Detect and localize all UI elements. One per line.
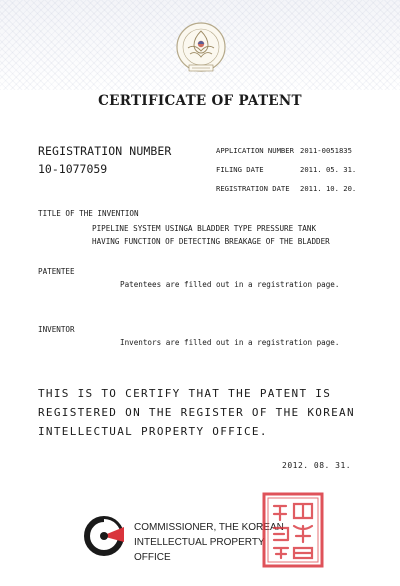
government-emblem-icon [172, 18, 230, 78]
certification-statement [38, 384, 378, 441]
patentee-value: Patentees are filled out in a registration page. [120, 280, 340, 289]
registration-number-value: 10-1077059 [38, 162, 108, 176]
document-title: CERTIFICATE OF PATENT [98, 93, 302, 109]
application-number-label: APPLICATION NUMBER [216, 146, 294, 155]
inventor-label: INVENTOR [38, 325, 75, 334]
commissioner-line-1: COMMISSIONER, THE KOREAN [134, 522, 284, 533]
registration-date-value: 2011. 10. 20. [300, 184, 357, 193]
filing-date-value: 2011. 05. 31. [300, 165, 357, 174]
certification-line-3: INTELLECTUAL PROPERTY OFFICE. [38, 425, 268, 438]
issue-date: 2012. 08. 31. [282, 461, 352, 470]
invention-title-value [92, 222, 330, 248]
application-number-row [216, 141, 386, 160]
kipo-logo-icon [84, 516, 124, 556]
application-number-value: 2011-0051835 [300, 146, 352, 155]
registration-metadata [216, 141, 386, 198]
invention-title-line-2: HAVING FUNCTION OF DETECTING BREAKAGE OF THE BLADDER [92, 237, 330, 246]
invention-title-label: TITLE OF THE INVENTION [38, 209, 139, 218]
certification-line-2: REGISTERED ON THE REGISTER OF THE KOREAN [38, 406, 355, 419]
registration-date-label: REGISTRATION DATE [216, 184, 290, 193]
commissioner-line-2: INTELLECTUAL PROPERTY OFFICE [134, 537, 265, 563]
certification-line-1: THIS IS TO CERTIFY THAT THE PATENT IS [38, 387, 332, 400]
registration-number-label: REGISTRATION NUMBER [38, 144, 172, 158]
filing-date-label: FILING DATE [216, 165, 264, 174]
invention-title-line-1: PIPELINE SYSTEM USINGA BLADDER TYPE PRESSURE TANK [92, 224, 317, 233]
inventor-value: Inventors are filled out in a registration page. [120, 338, 340, 347]
patentee-label: PATENTEE [38, 267, 75, 276]
official-red-seal-icon [260, 490, 326, 570]
registration-date-row [216, 179, 386, 198]
filing-date-row [216, 160, 386, 179]
